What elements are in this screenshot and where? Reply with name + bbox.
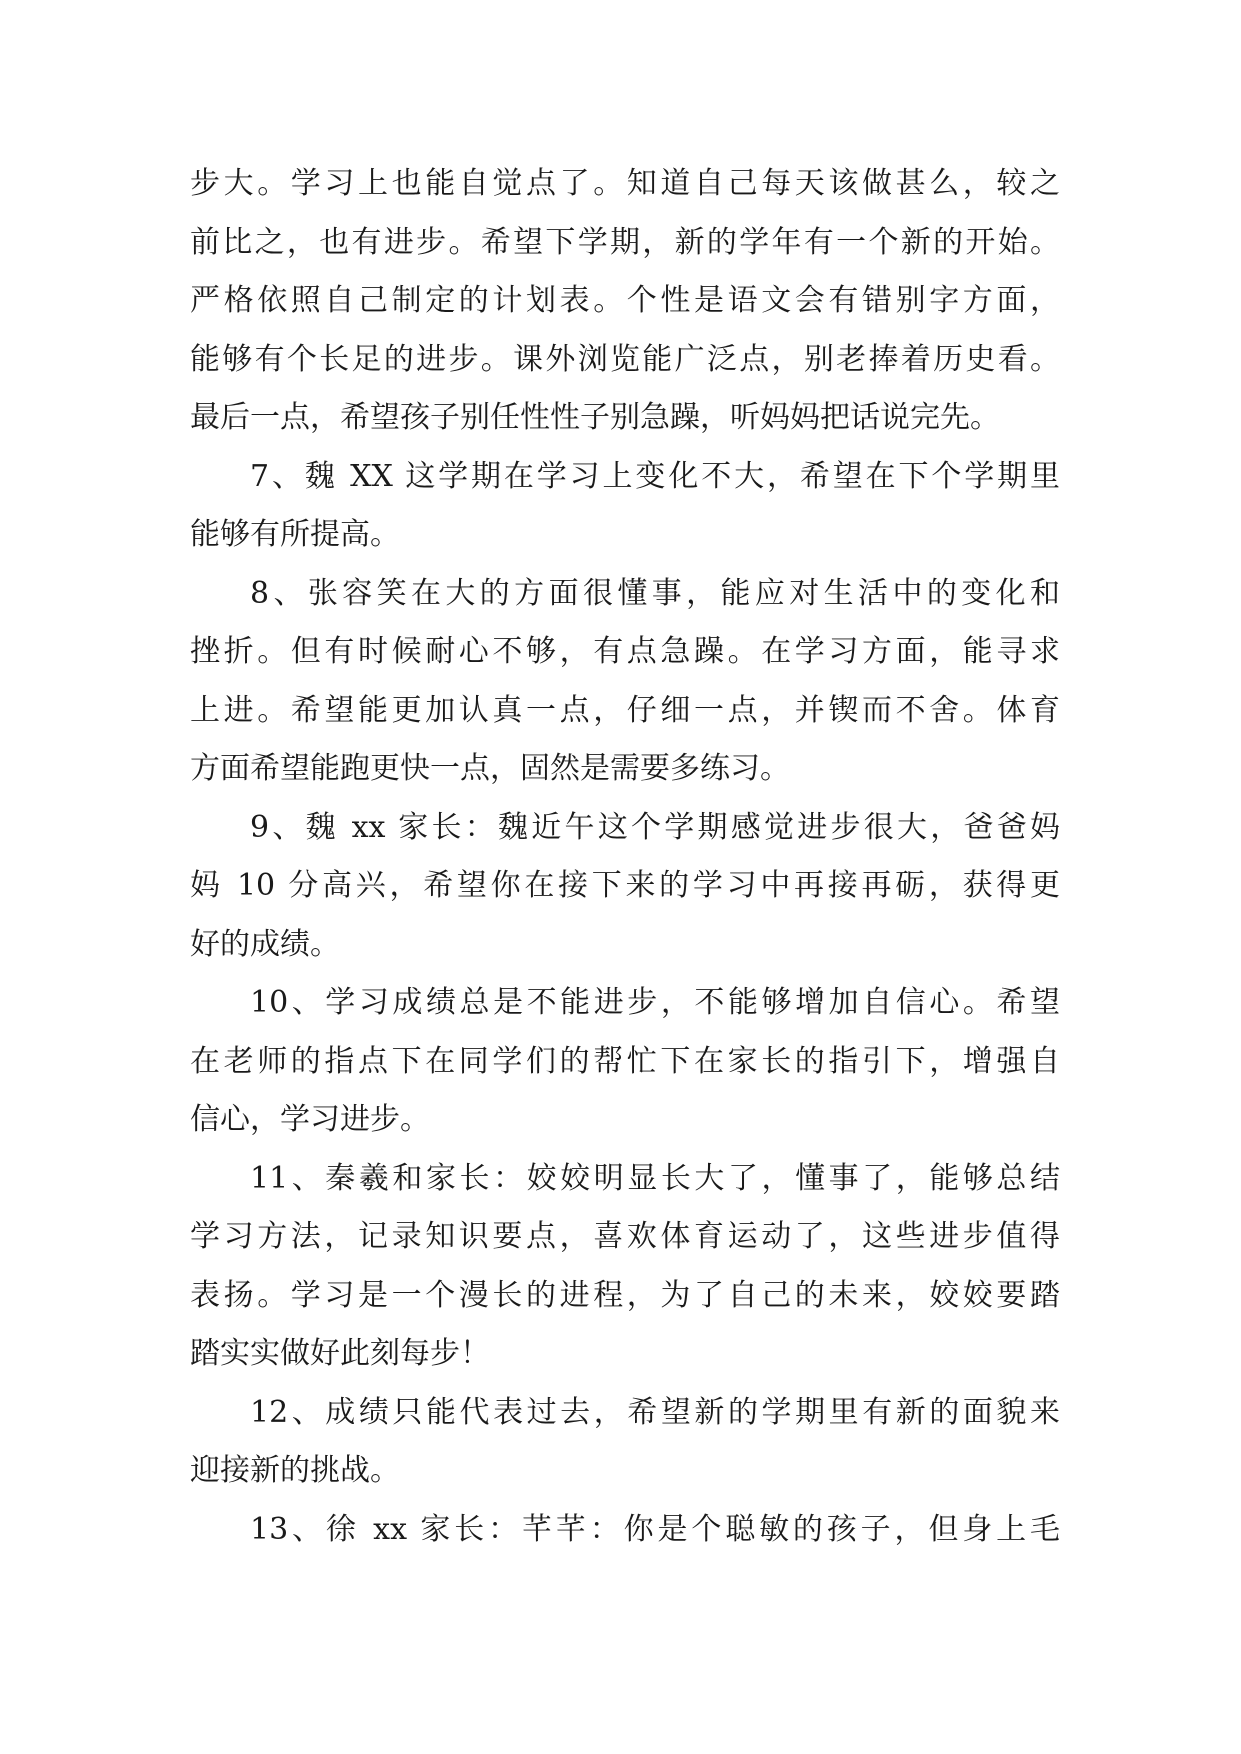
- text-line: 步大。学习上也能自觉点了。知道自己每天该做甚么，较之: [190, 166, 1060, 201]
- text-line-paragraph-9: 9、魏 xx 家长：魏近午这个学期感觉进步很大，爸爸妈: [250, 809, 1060, 845]
- text-line: 信心，学习进步。: [190, 1102, 430, 1137]
- body-text: [190, 155, 1060, 1559]
- text-line: 最后一点，希望孩子别任性性子别急躁，听妈妈把话说完先。: [190, 400, 1000, 435]
- text-line: 在老师的指点下在同学们的帮忙下在家长的指引下，增强自: [190, 1043, 1060, 1079]
- text-line: 能够有所提高。: [190, 517, 400, 552]
- text-line: 妈 10 分高兴，希望你在接下来的学习中再接再砺，获得更: [190, 868, 1060, 903]
- text-line: 能够有个长足的进步。课外浏览能广泛点，别老捧着历史看。: [190, 341, 1060, 377]
- text-line: 学习方法，记录知识要点，喜欢体育运动了，这些进步值得: [190, 1219, 1060, 1254]
- text-line-paragraph-7: 7、魏 XX 这学期在学习上变化不大，希望在下个学期里: [250, 458, 1060, 494]
- text-line: 踏实实做好此刻每步！: [190, 1336, 490, 1371]
- text-line-paragraph-10: 10、学习成绩总是不能进步，不能够增加自信心。希望: [250, 985, 1060, 1020]
- text-line-paragraph-11: 11、秦羲和家长：姣姣明显长大了，懂事了，能够总结: [250, 1160, 1060, 1196]
- text-line: 挫折。但有时候耐心不够，有点急躁。在学习方面，能寻求: [190, 634, 1060, 669]
- text-line: 表扬。学习是一个漫长的进程，为了自己的未来，姣姣要踏: [190, 1277, 1060, 1313]
- text-line: 好的成绩。: [190, 926, 340, 962]
- text-line: 方面希望能跑更快一点，固然是需要多练习。: [190, 751, 790, 786]
- text-line-paragraph-8: 8、张容笑在大的方面很懂事，能应对生活中的变化和: [250, 575, 1060, 611]
- text-line-paragraph-13: 13、徐 xx 家长：芊芊：你是个聪敏的孩子，但身上毛: [250, 1511, 1060, 1547]
- text-line: 上进。希望能更加认真一点，仔细一点，并锲而不舍。体育: [190, 692, 1060, 728]
- text-line: 严格依照自己制定的计划表。个性是语文会有错别字方面，: [190, 283, 1060, 318]
- text-line: 前比之，也有进步。希望下学期，新的学年有一个新的开始。: [190, 224, 1060, 260]
- text-line: 迎接新的挑战。: [190, 1453, 400, 1488]
- text-line-paragraph-12: 12、成绩只能代表过去，希望新的学期里有新的面貌来: [250, 1394, 1060, 1430]
